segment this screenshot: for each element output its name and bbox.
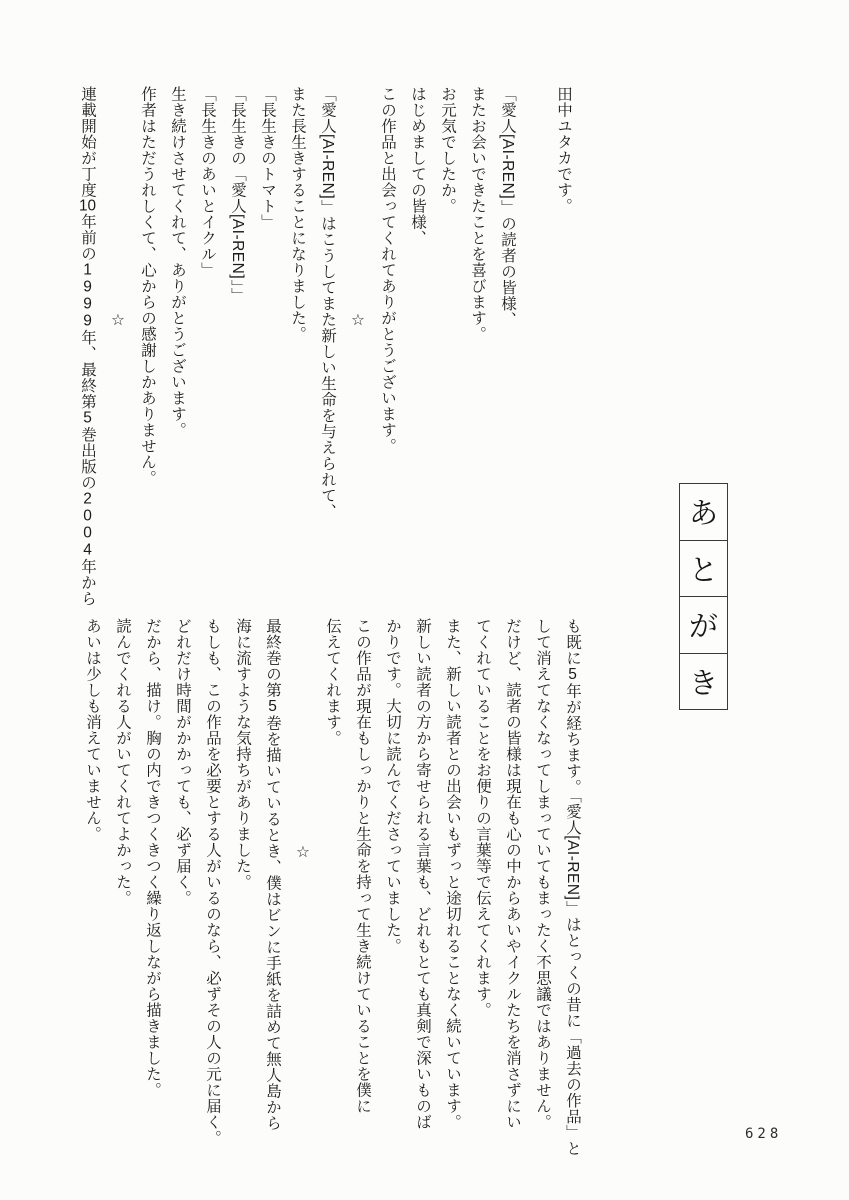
blank-column	[522, 86, 548, 611]
bottom-text-block	[77, 618, 587, 1157]
text-line: 「長生きのトマト」	[259, 86, 276, 230]
text-line: また長生きすることになりました。	[289, 86, 306, 342]
text-line: この作品と出会ってくれてありがとうございます。	[379, 86, 396, 454]
title-char-box: あ	[680, 484, 727, 541]
text-line: 「長生きの「愛人[AI-REN]」」	[229, 86, 246, 304]
star-separator: ☆	[109, 311, 126, 330]
title-box	[679, 483, 728, 710]
text-line: 読んでくれる人がいてくれてよかった。	[114, 618, 131, 906]
title-char-box: き	[688, 667, 718, 700]
text-line: あいは少しも消えていません。	[84, 618, 101, 842]
text-line: かりです。大切に読んでくださっていました。	[384, 618, 401, 954]
text-line: はじめましての皆様、	[409, 86, 426, 246]
text-line: 最終巻の第5巻を描いているとき、僕はビンに手紙を詰めて無人島から	[264, 618, 281, 1131]
text-line: だけど、読者の皆様は現在も心の中からあいやイクルたちを消さずにい	[504, 618, 521, 1130]
text-line: 伝えてくれます。	[324, 618, 341, 746]
title-char-box: と	[680, 541, 727, 598]
text-line: また、新しい読者との出会いもずっと途切れることなく続いています。	[444, 618, 461, 1130]
text-line: 田中ユタカです。	[555, 86, 572, 214]
star-separator: ☆	[294, 843, 311, 862]
text-line: 「長生きのあいとイクル」	[199, 86, 216, 278]
star-separator: ☆	[349, 311, 366, 330]
title-char-box: が	[680, 597, 727, 654]
page-number: 628	[745, 1126, 783, 1142]
text-line: 生き続けさせてくれて、ありがとうございます。	[169, 86, 186, 438]
top-text-block	[72, 86, 578, 611]
text-line: 新しい読者の方から寄せられる言葉も、どれもとても真剣で深いものば	[414, 618, 431, 1130]
text-line: お元気でしたか。	[439, 86, 456, 214]
text-line: もしも、この作品を必要とする人がいるのなら、必ずその人の元に届く。	[204, 618, 221, 1146]
text-line: 「愛人[AI-REN]」の読者の皆様、	[499, 86, 516, 328]
text-line: この作品が現在もしっかりと生命を持って生き続けていることを僕に	[354, 618, 371, 1114]
text-line: 海に流すような気持ちがありました。	[234, 618, 251, 890]
text-line: どれだけ時間がかかっても、必ず届く。	[174, 618, 191, 906]
text-line: も既に5年が経ちます。「愛人[AI-REN]」はとっくの昔に「過去の作品」と	[564, 618, 581, 1157]
text-line: 連載開始が丁度10年前の1999年、最終第5巻出版の2004年から	[78, 86, 97, 607]
text-line: だから、描け。胸の内できつくきつく繰り返しながら描きました。	[144, 618, 161, 1098]
text-line: して消えてなくなってしまっていてもまったく不思議ではありません。	[534, 618, 551, 1130]
text-line: 作者はただうれしくて、心からの感謝しかありません。	[139, 86, 156, 486]
text-line: またお会いできたことを喜びます。	[469, 86, 486, 342]
text-line: 「愛人[AI-REN]」はこうしてまた新しい生命を与えられて、	[319, 86, 336, 520]
text-line: てくれていることをお便りの言葉等で伝えてくれます。	[474, 618, 491, 1018]
